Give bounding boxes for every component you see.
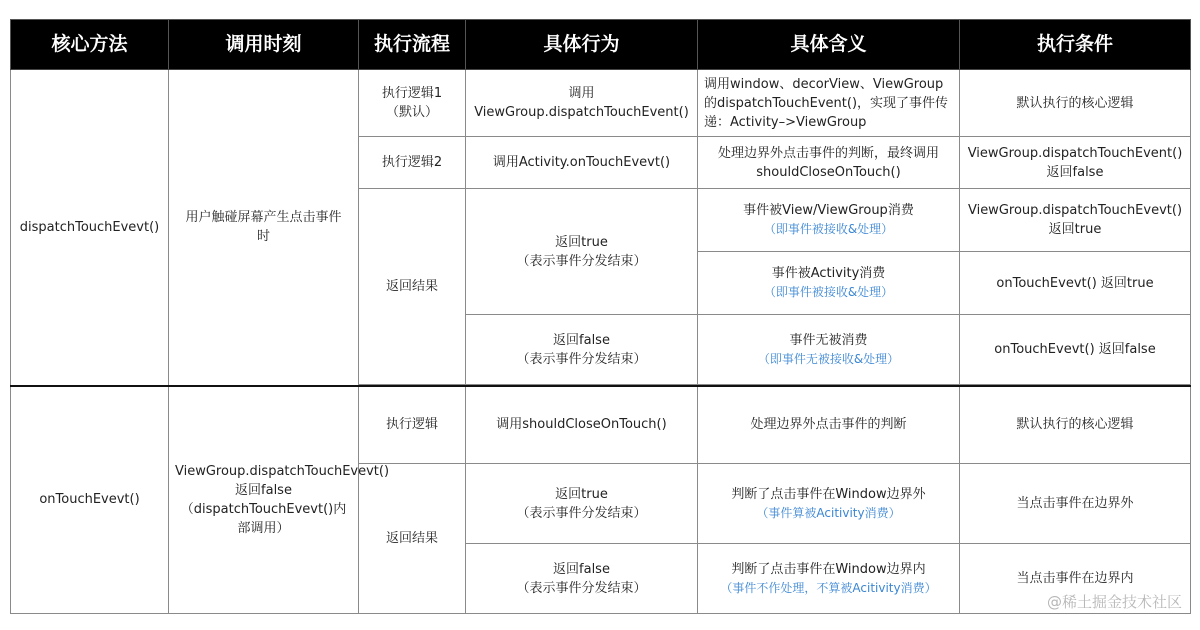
meaning-cell	[698, 315, 960, 385]
timing-cell: ViewGroup.dispatchTouchEvevt()返回false（dispatchTouchEvevt()内部调用）	[169, 386, 359, 614]
event-dispatch-table	[10, 19, 1191, 614]
meaning-cell	[698, 544, 960, 614]
condition-cell: 当点击事件在边界内	[960, 544, 1191, 614]
meaning-cell	[698, 189, 960, 252]
meaning-cell	[698, 252, 960, 315]
behavior-cell: 调用shouldCloseOnTouch()	[466, 386, 698, 464]
meaning-note: （即事件被接收&处理）	[763, 222, 894, 236]
meaning-cell: 调用window、decorView、ViewGroup的dispatchTouchEvent()，实现了事件传递：Activity–>ViewGroup	[698, 70, 960, 137]
meaning-cell: 处理边界外点击事件的判断	[698, 386, 960, 464]
timing-cell: 用户触碰屏幕产生点击事件时	[169, 70, 359, 386]
meaning-main: 判断了点击事件在Window边界外	[731, 486, 926, 502]
meaning-cell: 处理边界外点击事件的判断，最终调用shouldCloseOnTouch()	[698, 137, 960, 189]
behavior-line: ViewGroup.dispatchTouchEvent()	[474, 105, 689, 120]
behavior-line: （表示事件分发结束）	[516, 505, 647, 521]
behavior-cell	[466, 315, 698, 385]
condition-line: 返回true	[1048, 222, 1102, 237]
condition-cell: 默认执行的核心逻辑	[960, 386, 1191, 464]
behavior-line: 返回true	[555, 486, 608, 502]
meaning-note: （事件不作处理，不算被Acitivity消费）	[720, 580, 937, 595]
behavior-line: 返回false	[553, 332, 610, 348]
header-behavior: 具体行为	[466, 20, 698, 70]
behavior-line: （表示事件分发结束）	[516, 253, 647, 269]
flow-cell: 执行逻辑	[359, 386, 466, 464]
behavior-cell: 调用Activity.onTouchEvevt()	[466, 137, 698, 189]
header-condition: 执行条件	[960, 20, 1191, 70]
behavior-line: （表示事件分发结束）	[516, 351, 647, 367]
header-row	[11, 20, 1191, 70]
behavior-line: （表示事件分发结束）	[516, 580, 647, 596]
meaning-note: （即事件无被接收&处理）	[757, 351, 900, 366]
method-cell: dispatchTouchEvevt()	[11, 70, 169, 386]
condition-cell: onTouchEvevt() 返回false	[960, 315, 1191, 385]
behavior-cell	[466, 189, 698, 315]
method-cell: onTouchEvevt()	[11, 386, 169, 614]
behavior-line: 调用	[568, 86, 595, 101]
meaning-main: 事件被Activity消费	[771, 266, 886, 281]
behavior-line: 返回false	[553, 561, 610, 577]
header-call-timing: 调用时刻	[169, 20, 359, 70]
condition-cell	[960, 137, 1191, 189]
condition-line: ViewGroup.dispatchTouchEvevt()	[967, 203, 1183, 218]
header-meaning: 具体含义	[698, 20, 960, 70]
behavior-cell	[466, 70, 698, 137]
behavior-cell	[466, 464, 698, 544]
meaning-note: （事件算被Acitivity消费）	[756, 505, 901, 520]
watermark: @稀土掘金技术社区	[1046, 593, 1182, 611]
meaning-main: 事件被View/ViewGroup消费	[743, 203, 914, 218]
meaning-main: 判断了点击事件在Window边界内	[731, 561, 926, 577]
behavior-cell	[466, 544, 698, 614]
flow-cell: 执行逻辑2	[359, 137, 466, 189]
result-label-cell: 返回结果	[359, 189, 466, 385]
condition-cell	[960, 189, 1191, 252]
meaning-note: （即事件被接收&处理）	[763, 285, 894, 299]
condition-cell: 当点击事件在边界外	[960, 464, 1191, 544]
header-exec-flow: 执行流程	[359, 20, 466, 70]
header-core-method: 核心方法	[11, 20, 169, 70]
flow-cell: 执行逻辑1（默认）	[359, 70, 466, 137]
table-row	[11, 386, 1191, 464]
condition-cell: 默认执行的核心逻辑	[960, 70, 1191, 137]
meaning-cell	[698, 464, 960, 544]
result-label-cell: 返回结果	[359, 464, 466, 614]
condition-line: 返回false	[1046, 164, 1104, 180]
condition-line: ViewGroup.dispatchTouchEvent()	[967, 145, 1183, 161]
condition-cell: onTouchEvevt() 返回true	[960, 252, 1191, 315]
table-row	[11, 70, 1191, 137]
meaning-main: 事件无被消费	[789, 332, 868, 348]
behavior-line: 返回true	[555, 234, 608, 250]
